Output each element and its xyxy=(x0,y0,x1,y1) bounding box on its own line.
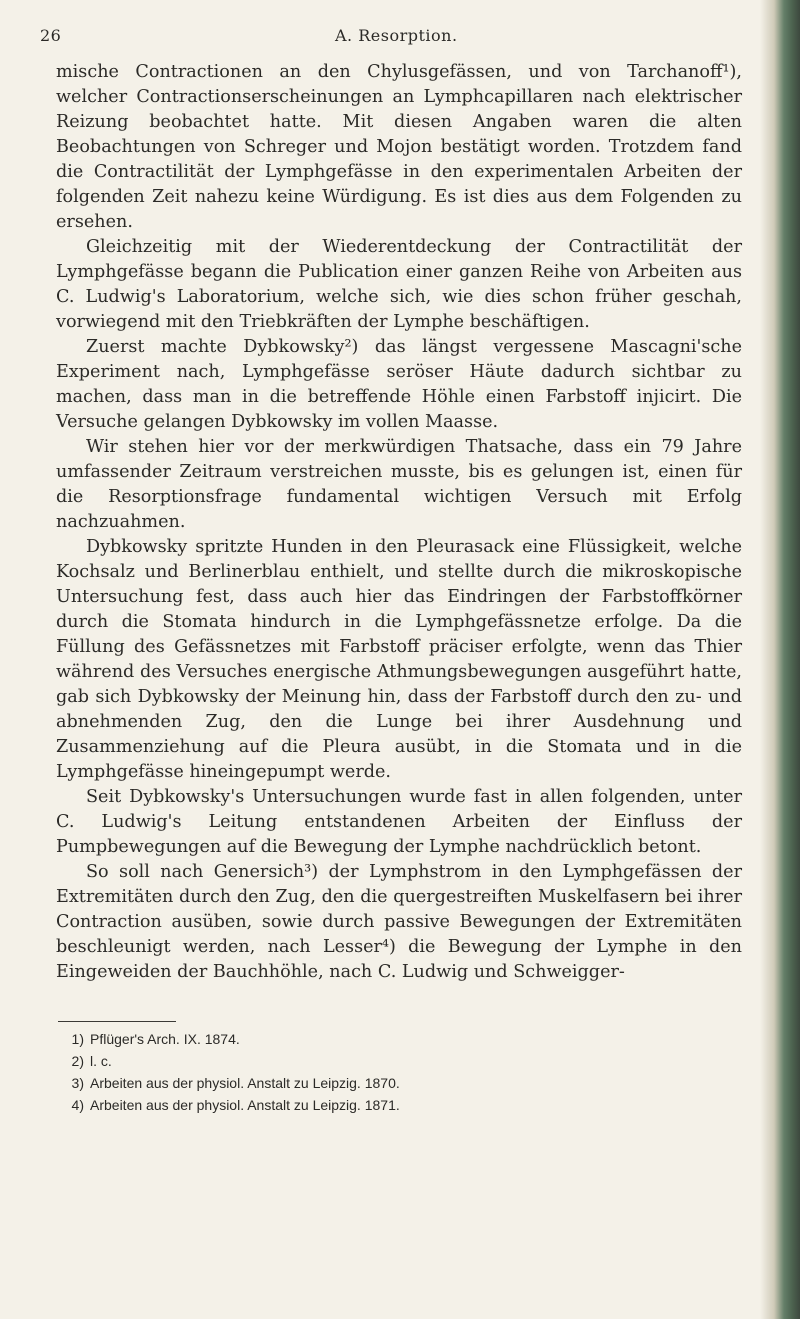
footnote-4 xyxy=(56,1094,676,1116)
footnote-text: Pflüger's Arch. IX. 1874. xyxy=(90,1031,240,1047)
footnotes xyxy=(56,1028,676,1116)
footnote-number: 4) xyxy=(71,1097,84,1113)
running-title: A. Resorption. xyxy=(335,26,458,45)
paragraph-7: So soll nach Genersich³) der Lymphstrom in den Lymphgefässen der Extremitäten durch den Zug, den die quergestreiften Muskelfasern bei ihrer Contraction ausüben, sowie durch passive Bewegungen der Extremitäten beschleunigt werden, nach Lesser⁴) die Bewegung der Lymphe in den Eingeweiden der Bauchhöhle, nach C. Ludwig und Schweigger- xyxy=(56,862,742,982)
footnote-2 xyxy=(56,1050,676,1072)
paragraph-1: mische Contractionen an den Chylusgefässen, und von Tarchanoff¹), welcher Contractionserscheinungen an Lymphcapillaren nach elektrischer Reizung beobachtet hatte. Mit diesen Angaben waren die alten Beobachtungen von Schreger und Mojon bestätigt worden. Trotzdem fand die Contractilität der Lymphgefässe in den experimentalen Arbeiten der folgenden Zeit nahezu keine Würdigung. Es ist dies aus dem Folgenden zu ersehen. xyxy=(56,62,742,232)
footnote-number: 2) xyxy=(71,1053,84,1069)
footnote-rule xyxy=(58,1021,176,1022)
paragraph-2: Gleichzeitig mit der Wiederentdeckung der Contractilität der Lymphgefässe begann die Publication einer ganzen Reihe von Arbeiten aus C. Ludwig's Laboratorium, welche sich, wie dies schon früher geschah, vorwiegend mit den Triebkräften der Lymphe beschäftigen. xyxy=(56,237,742,332)
main-text xyxy=(56,60,742,985)
footnote-1 xyxy=(56,1028,676,1050)
footnote-text: Arbeiten aus der physiol. Anstalt zu Leipzig. 1871. xyxy=(90,1097,400,1113)
footnote-number: 3) xyxy=(71,1075,84,1091)
page-number: 26 xyxy=(40,26,62,45)
paragraph-6: Seit Dybkowsky's Untersuchungen wurde fast in allen folgenden, unter C. Ludwig's Leitung entstandenen Arbeiten der Einfluss der Pumpbewegungen auf die Bewegung der Lymphe nachdrücklich betont. xyxy=(56,787,742,857)
footnote-number: 1) xyxy=(71,1031,84,1047)
paragraph-3: Zuerst machte Dybkowsky²) das längst vergessene Mascagni'sche Experiment nach, Lymphgefässe seröser Häute dadurch sichtbar zu machen, dass man in die betreffende Höhle einen Farbstoff injicirt. Die Versuche gelangen Dybkowsky im vollen Maasse. xyxy=(56,337,742,432)
paragraph-4: Wir stehen hier vor der merkwürdigen Thatsache, dass ein 79 Jahre umfassender Zeitraum verstreichen musste, bis es gelungen ist, einen für die Resorptionsfrage fundamental wichtigen Versuch mit Erfolg nachzuahmen. xyxy=(56,437,742,532)
footnote-3 xyxy=(56,1072,676,1094)
footnote-text: l. c. xyxy=(90,1053,112,1069)
book-binding-edge xyxy=(760,0,800,1319)
footnote-text: Arbeiten aus der physiol. Anstalt zu Leipzig. 1870. xyxy=(90,1075,400,1091)
paragraph-5: Dybkowsky spritzte Hunden in den Pleurasack eine Flüssigkeit, welche Kochsalz und Berlinerblau enthielt, und stellte durch die mikroskopische Untersuchung fest, dass auch hier das Eindringen der Farbstoffkörner durch die Stomata hindurch in die Lymphgefässnetze erfolge. Da die Füllung des Gefässnetzes mit Farbstoff präciser erfolgte, wenn das Thier während des Versuches energische Athmungsbewegungen ausgeführt hatte, gab sich Dybkowsky der Meinung hin, dass der Farbstoff durch den zu- und abnehmenden Zug, den die Lunge bei ihrer Ausdehnung und Zusammenziehung auf die Pleura ausübt, in die Stomata und in die Lymphgefässe hineingepumpt werde. xyxy=(56,537,742,782)
running-header xyxy=(40,26,740,54)
